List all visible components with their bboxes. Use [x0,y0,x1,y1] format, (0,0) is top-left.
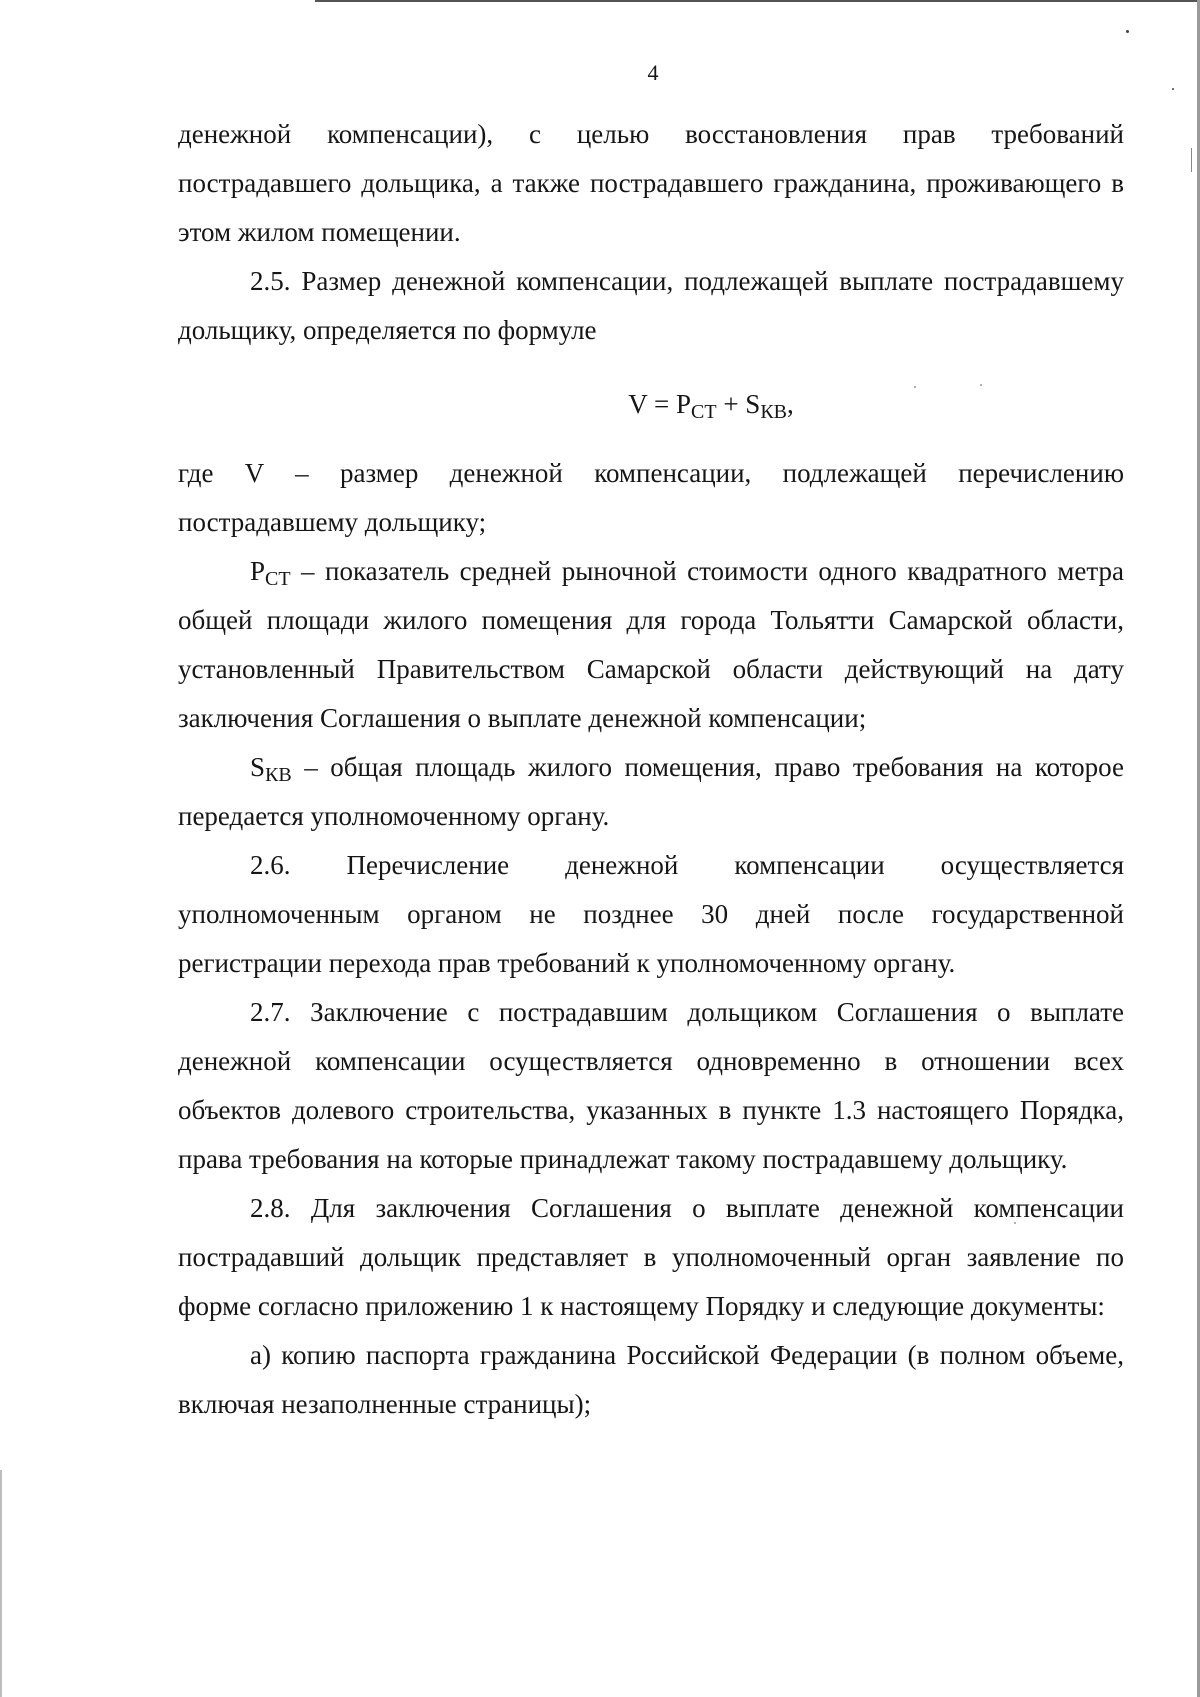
skv-subscript: КВ [265,764,292,786]
pct-subscript: СТ [265,568,291,590]
paragraph-where: где V – размер денежной компенсации, подлежащей перечислению пострадавшему дольщику; [178,458,1124,537]
body-text-continued [178,449,1124,1429]
paragraph-skv [178,743,1124,841]
formula-block [178,376,1124,432]
formula-tail: , [787,389,794,419]
page-number: 4 [647,60,659,85]
paragraph-2-7: 2.7. Заключение с пострадавшим дольщиком Соглашения о выплате денежной компенсации осуществляется одновременно в отношении всех объектов долевого строительства, указанных в пункте 1.3 настоящего Порядка, права требования на которые принадлежат такому пострадавшему дольщику. [178,997,1124,1174]
formula-lhs: V = P [628,389,691,419]
scan-speck [1191,148,1192,172]
body-text [178,110,1124,355]
paragraph-2-8: 2.8. Для заключения Соглашения о выплате денежной компенсации пострадавший дольщик представляет в уполномоченный орган заявление по форме согласно приложению 1 к настоящему Порядку и следующие документы: [178,1193,1124,1321]
scan-speck [1126,30,1129,33]
skv-symbol: S [250,752,266,782]
skv-definition: – общая площадь жилого помещения, право требования на которое передается уполномоченному органу. [178,752,1124,831]
pct-symbol: P [250,556,266,586]
formula-plus-s: + S [716,389,761,419]
formula-p-subscript: СТ [691,401,717,423]
paragraph-continuation: денежной компенсации), с целью восстановления прав требований пострадавшего дольщика, а также пострадавшего гражданина, проживающего в этом жилом помещении. [178,119,1124,247]
paragraph-2-6: 2.6. Перечисление денежной компенсации осуществляется уполномоченным органом не позднее 30 дней после государственной регистрации перехода прав требований к уполномоченному органу. [178,850,1124,978]
compensation-formula [178,376,1124,432]
scan-edge-top [315,0,1200,2]
paragraph-a: а) копию паспорта гражданина Российской Федерации (в полном объеме, включая незаполненные страницы); [178,1340,1124,1419]
scan-speck [1172,88,1174,90]
pct-definition: – показатель средней рыночной стоимости одного квадратного метра общей площади жилого помещения для города Тольятти Самарской области, установленный Правительством Самарской области действующий на дату заключения Соглашения о выплате денежной компенсации; [178,556,1124,733]
paragraph-pct [178,547,1124,743]
formula-s-subscript: КВ [760,401,787,423]
scan-edge-left [0,1470,2,1697]
paragraph-2-5: 2.5. Размер денежной компенсации, подлежащей выплате пострадавшему дольщику, определяется по формуле [178,266,1124,345]
